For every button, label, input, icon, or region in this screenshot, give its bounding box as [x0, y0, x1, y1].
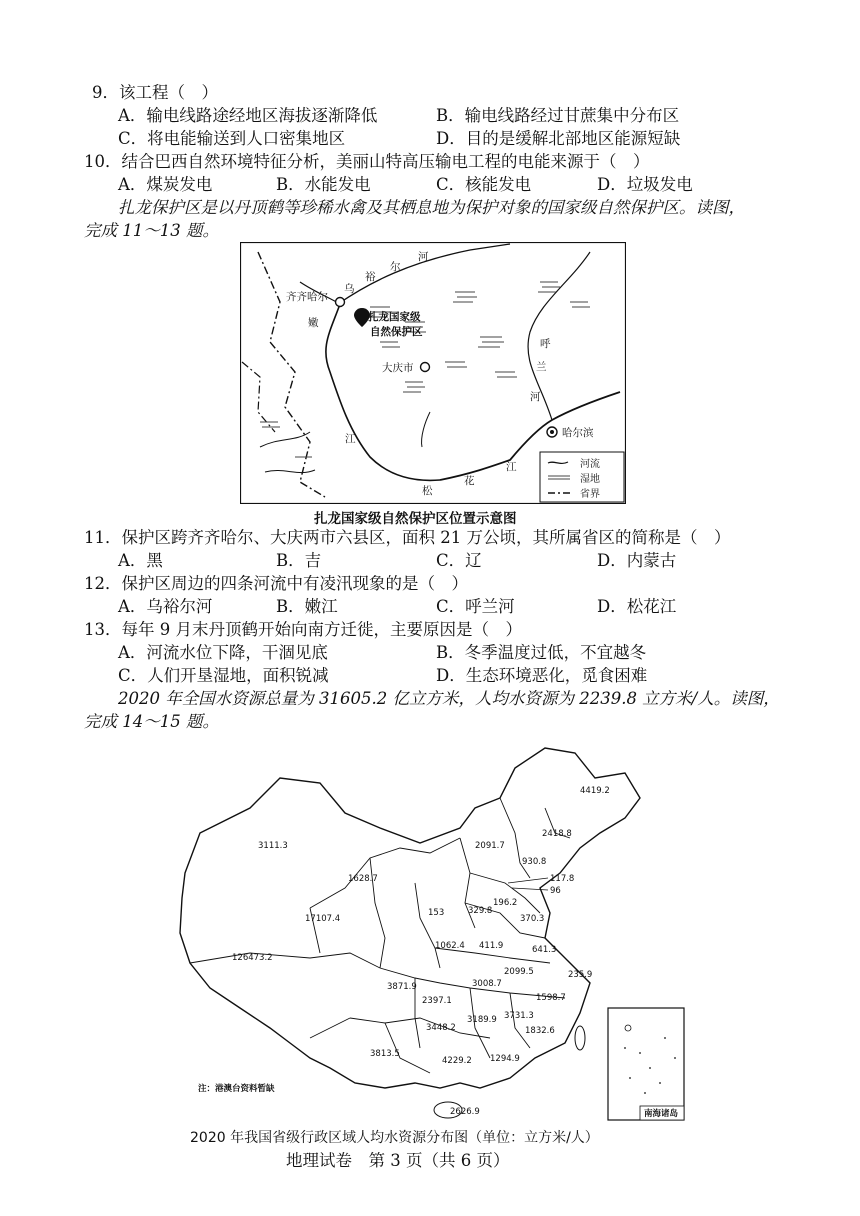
q13-option-c: C．人们开垦湿地，面积锐减 — [118, 666, 329, 685]
q12-option-b: B．嫩江 — [276, 597, 338, 616]
zhalong-label-1: 扎龙国家级 — [368, 311, 421, 323]
val-shandong: 370.3 — [520, 914, 545, 924]
nen-char: 嫩 — [308, 317, 319, 329]
wuyuer-char-3: 尔 — [390, 261, 401, 273]
val-sichuan: 3871.9 — [387, 982, 417, 992]
val-beijing: 117.8 — [550, 874, 575, 884]
zhalong-map-svg — [240, 242, 626, 504]
hulan-char-3: 河 — [530, 391, 541, 403]
val-heilongjiang: 4419.2 — [580, 786, 610, 796]
val-ningxia: 153 — [428, 908, 445, 918]
val-gansu: 1628.7 — [348, 874, 378, 884]
daqing-label: 大庆市 — [382, 362, 414, 374]
q12-option-d: D．松花江 — [597, 597, 677, 616]
val-yunnan: 3813.5 — [370, 1049, 400, 1059]
legend-wetland-label: 湿地 — [580, 474, 600, 485]
q9-stem: 9．该工程（ ） — [92, 83, 218, 102]
wuyuer-char-2: 裕 — [365, 271, 376, 283]
val-jiangsu: 641.3 — [532, 945, 557, 955]
q10-option-a: A．煤炭发电 — [118, 175, 213, 194]
map2-note: 注：港澳台资料暂缺 — [198, 1084, 275, 1094]
val-jiangxi: 3731.3 — [504, 1011, 534, 1021]
qiqihar-marker — [336, 298, 345, 307]
legend-river-label: 河流 — [580, 459, 600, 470]
intro1-line2: 完成 11～13 题。 — [84, 221, 219, 240]
intro1-line1: 扎龙保护区是以丹顶鹤等珍稀水禽及其栖息地为保护对象的国家级自然保护区。读图， — [118, 198, 745, 217]
val-qinghai: 17107.4 — [305, 914, 341, 924]
q10-stem: 10．结合巴西自然环境特征分析，美丽山特高压输电工程的电能来源于（ ） — [84, 152, 650, 171]
val-henan: 411.9 — [479, 941, 504, 951]
q12-option-a: A．乌裕尔河 — [118, 597, 213, 616]
q13-option-d: D．生态环境恶化，觅食困难 — [436, 666, 648, 685]
intro2-line1: 2020 年全国水资源总量为 31605.2 亿立方米，人均水资源为 2239.8 立方米/人。读图， — [118, 689, 780, 708]
q9-option-b: B．输电线路经过甘蔗集中分布区 — [436, 106, 680, 125]
val-jilin: 2418.8 — [542, 829, 572, 839]
q10-option-c: C．核能发电 — [436, 175, 532, 194]
q11-option-a: A．黑 — [118, 551, 163, 570]
songhua-char-1: 松 — [422, 485, 433, 497]
q11-option-d: D．内蒙古 — [597, 551, 677, 570]
val-hunan: 3189.9 — [467, 1015, 497, 1025]
val-anhui: 2099.5 — [504, 967, 534, 977]
val-tianjin: 96 — [550, 886, 561, 896]
val-xinjiang: 3111.3 — [258, 841, 288, 851]
q9-option-a: A．输电线路途经地区海拔逐渐降低 — [118, 106, 378, 125]
q9-option-d: D．目的是缓解北部地区能源短缺 — [436, 129, 681, 148]
china-outline — [180, 748, 640, 1088]
q13-option-a: A．河流水位下降，干涸见底 — [118, 643, 328, 662]
val-guangxi: 4229.2 — [442, 1056, 472, 1066]
val-shaanxi: 1062.4 — [435, 941, 465, 951]
val-liaoning: 930.8 — [522, 857, 547, 867]
val-neimenggu: 2091.7 — [475, 841, 505, 851]
nen-jiang-char: 江 — [345, 433, 356, 445]
q9-option-c: C．将电能输送到人口密集地区 — [118, 129, 346, 148]
south-china-sea-inset — [608, 1008, 684, 1120]
intro2-line2: 完成 14～15 题。 — [84, 712, 219, 731]
page-footer: 地理试卷 第 3 页（共 6 页） — [286, 1151, 510, 1170]
val-hebei: 196.2 — [493, 898, 518, 908]
val-fujian: 1832.6 — [525, 1026, 555, 1036]
hulan-char-2: 兰 — [536, 361, 547, 373]
val-guangdong: 1294.9 — [490, 1054, 520, 1064]
q12-option-c: C．呼兰河 — [436, 597, 515, 616]
q11-option-c: C．辽 — [436, 551, 482, 570]
val-hainan: 2626.9 — [450, 1107, 480, 1117]
val-shanghai: 235.9 — [568, 970, 593, 980]
harbin-label: 哈尔滨 — [562, 427, 594, 439]
inset-label: 南海诸岛 — [644, 1109, 679, 1119]
q13-stem: 13．每年 9 月末丹顶鹤开始向南方迁徙，主要原因是（ ） — [84, 620, 522, 639]
q11-stem: 11．保护区跨齐齐哈尔、大庆两市六县区，面积 21 万公顷，其所属省区的简称是（ ） — [84, 528, 731, 547]
q12-stem: 12．保护区周边的四条河流中有凌汛现象的是（ ） — [84, 574, 468, 593]
songhua-char-3: 江 — [506, 461, 517, 473]
legend-border-label: 省界 — [580, 489, 600, 500]
q10-option-b: B．水能发电 — [276, 175, 371, 194]
zhalong-map — [240, 242, 626, 504]
wuyuer-char-4: 河 — [418, 251, 429, 263]
val-shanxi: 329.8 — [468, 906, 493, 916]
zhalong-label-2: 自然保护区 — [370, 326, 423, 338]
wuyuer-char-1: 乌 — [344, 283, 355, 295]
val-guizhou: 3448.2 — [426, 1023, 456, 1033]
val-hubei: 3008.7 — [472, 979, 502, 989]
val-zhejiang: 1598.7 — [536, 993, 566, 1003]
val-chongqing: 2397.1 — [422, 996, 452, 1006]
taiwan-island — [575, 1026, 585, 1050]
songhua-char-2: 花 — [464, 475, 475, 487]
hulan-char-1: 呼 — [540, 338, 551, 350]
map2-caption: 2020 年我国省级行政区域人均水资源分布图（单位：立方米/人） — [190, 1130, 599, 1146]
china-water-map — [170, 738, 690, 1124]
q10-option-d: D．垃圾发电 — [597, 175, 693, 194]
qiqihar-label: 齐齐哈尔 — [286, 291, 328, 303]
map1-caption: 扎龙国家级自然保护区位置示意图 — [314, 511, 517, 527]
map1-legend — [540, 452, 624, 502]
q11-option-b: B．吉 — [276, 551, 322, 570]
daqing-marker — [421, 363, 430, 372]
val-xizang: 126473.2 — [232, 953, 273, 963]
q13-option-b: B．冬季温度过低，不宜越冬 — [436, 643, 647, 662]
china-water-map-svg — [170, 738, 690, 1124]
